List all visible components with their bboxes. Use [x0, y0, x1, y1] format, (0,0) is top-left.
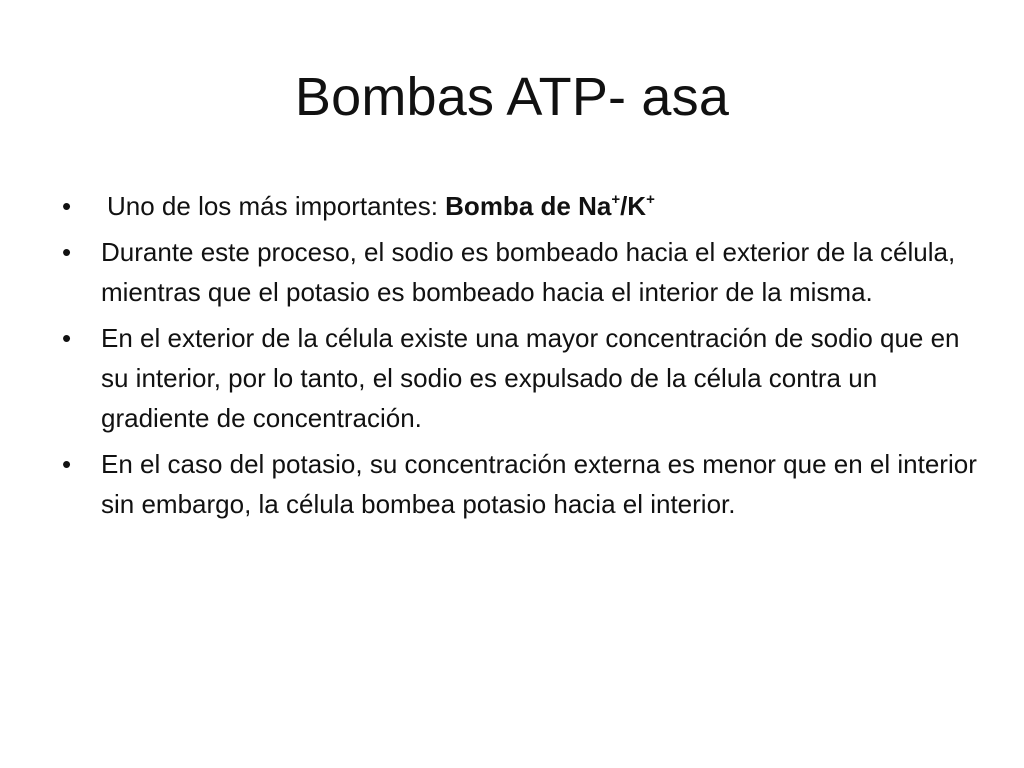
- bullet-icon: •: [62, 323, 72, 353]
- bullet-item-4: [60, 444, 980, 524]
- bullet-text: Uno de los más importantes:: [107, 191, 446, 221]
- bullet-item-2: [60, 232, 980, 312]
- superscript-plus: +: [611, 191, 621, 208]
- bold-k-text: /K: [620, 191, 647, 221]
- bullet-text: En el exterior de la célula existe una mayor concentración de sodio que en su interior, por lo tanto, el sodio es expulsado de la célula contra un gradiente de concentración.: [101, 323, 960, 433]
- bullet-text: En el caso del potasio, su concentración externa es menor que en el interior sin embargo, la célula bombea potasio hacia el interior.: [101, 449, 977, 519]
- bullet-text: Durante este proceso, el sodio es bombeado hacia el exterior de la célula, mientras que el potasio es bombeado hacia el interior de la misma.: [101, 237, 956, 307]
- superscript-plus: +: [646, 191, 655, 208]
- bullet-item-3: [60, 318, 980, 438]
- bullet-icon: •: [62, 449, 72, 479]
- slide-title: Bombas ATP- asa: [294, 67, 730, 127]
- bullet-icon: •: [62, 237, 72, 267]
- bold-na-text: Bomba de Na: [445, 191, 612, 221]
- bullet-list: [60, 186, 980, 530]
- bullet-icon: •: [62, 191, 72, 221]
- bullet-item-1: [60, 186, 980, 226]
- bullet-bold-text: [445, 191, 655, 221]
